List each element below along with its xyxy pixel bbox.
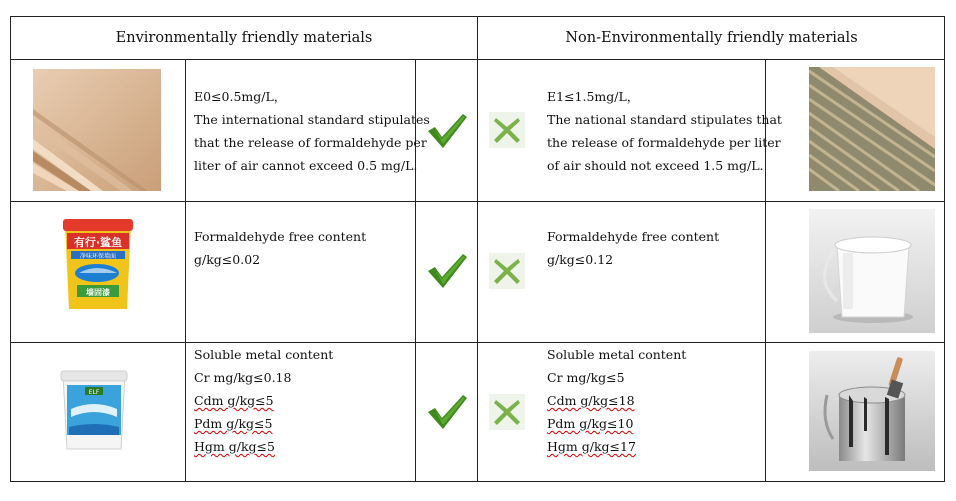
row2-right-line: Formaldehyde free content bbox=[547, 229, 720, 244]
row3-left-line: Soluble metal content bbox=[194, 347, 334, 362]
row2-left-text bbox=[194, 225, 366, 271]
row2-right-line: g/kg≤0.12 bbox=[547, 252, 614, 267]
divider-row-2 bbox=[11, 342, 944, 343]
divider-center bbox=[477, 17, 478, 482]
bucket2-label-text: ELF bbox=[88, 389, 100, 396]
check-mark-icon bbox=[425, 111, 469, 151]
row1-right-text bbox=[547, 85, 782, 177]
row3-right-line: Pdm g/kg≤10 bbox=[547, 416, 634, 431]
row1-right-line: E1≤1.5mg/L， bbox=[547, 89, 640, 104]
row1-left-line: liter of air cannot exceed 0.5 mg/L. bbox=[194, 158, 418, 173]
check-mark-icon bbox=[425, 392, 469, 432]
row1-right-line: of air should not exceed 1.5 mg/L. bbox=[547, 158, 764, 173]
row3-left-line: Hgm g/kg≤5 bbox=[194, 439, 275, 454]
check-mark-icon bbox=[425, 251, 469, 291]
stacked-boards-image bbox=[809, 67, 935, 191]
row3-left-line: Pdm g/kg≤5 bbox=[194, 416, 273, 431]
row1-right-line: The national standard stipulates that bbox=[547, 112, 782, 127]
cross-mark-icon bbox=[489, 112, 525, 148]
paint-bucket-image bbox=[57, 215, 139, 313]
row3-right-line: Soluble metal content bbox=[547, 347, 687, 362]
header-left: Environmentally friendly materials bbox=[115, 30, 373, 46]
cross-mark-icon bbox=[489, 394, 525, 430]
row2-left-line: Formaldehyde free content bbox=[194, 229, 367, 244]
plywood-sheets-image bbox=[33, 69, 161, 191]
metal-paint-can-image bbox=[809, 351, 935, 471]
bucket-brand-text: 有行·鲨鱼 bbox=[73, 236, 123, 249]
row3-right-text bbox=[547, 343, 686, 458]
divider-row-1 bbox=[11, 201, 944, 202]
row2-right-text bbox=[547, 225, 719, 271]
row3-left-line: Cr mg/kg≤0.18 bbox=[194, 370, 292, 385]
bucket-front-text: 墙固漆 bbox=[86, 288, 110, 297]
cross-mark-icon bbox=[489, 253, 525, 289]
row1-left-line: that the release of formaldehyde per bbox=[194, 135, 427, 150]
row3-right-line: Cdm g/kg≤18 bbox=[547, 393, 635, 408]
divider-left-img bbox=[185, 59, 186, 482]
divider-header bbox=[11, 59, 944, 60]
row1-left-text bbox=[194, 85, 430, 177]
row1-left-line: The international standard stipulates bbox=[194, 112, 430, 127]
row1-right-line: the release of formaldehyde per liter bbox=[547, 135, 781, 150]
row3-right-line: Hgm g/kg≤17 bbox=[547, 439, 636, 454]
row3-left-line: Cdm g/kg≤5 bbox=[194, 393, 274, 408]
comparison-table bbox=[10, 16, 945, 482]
header-right: Non-Environmentally friendly materials bbox=[565, 30, 858, 46]
blue-paint-bucket-image bbox=[57, 365, 131, 455]
white-bucket-image bbox=[809, 209, 935, 333]
row3-left-text bbox=[194, 343, 333, 458]
bucket-sub-text: 净味环保墙面 bbox=[79, 253, 117, 260]
row1-left-line: E0≤0.5mg/L， bbox=[194, 89, 287, 104]
row2-left-line: g/kg≤0.02 bbox=[194, 252, 261, 267]
row3-right-line: Cr mg/kg≤5 bbox=[547, 370, 625, 385]
